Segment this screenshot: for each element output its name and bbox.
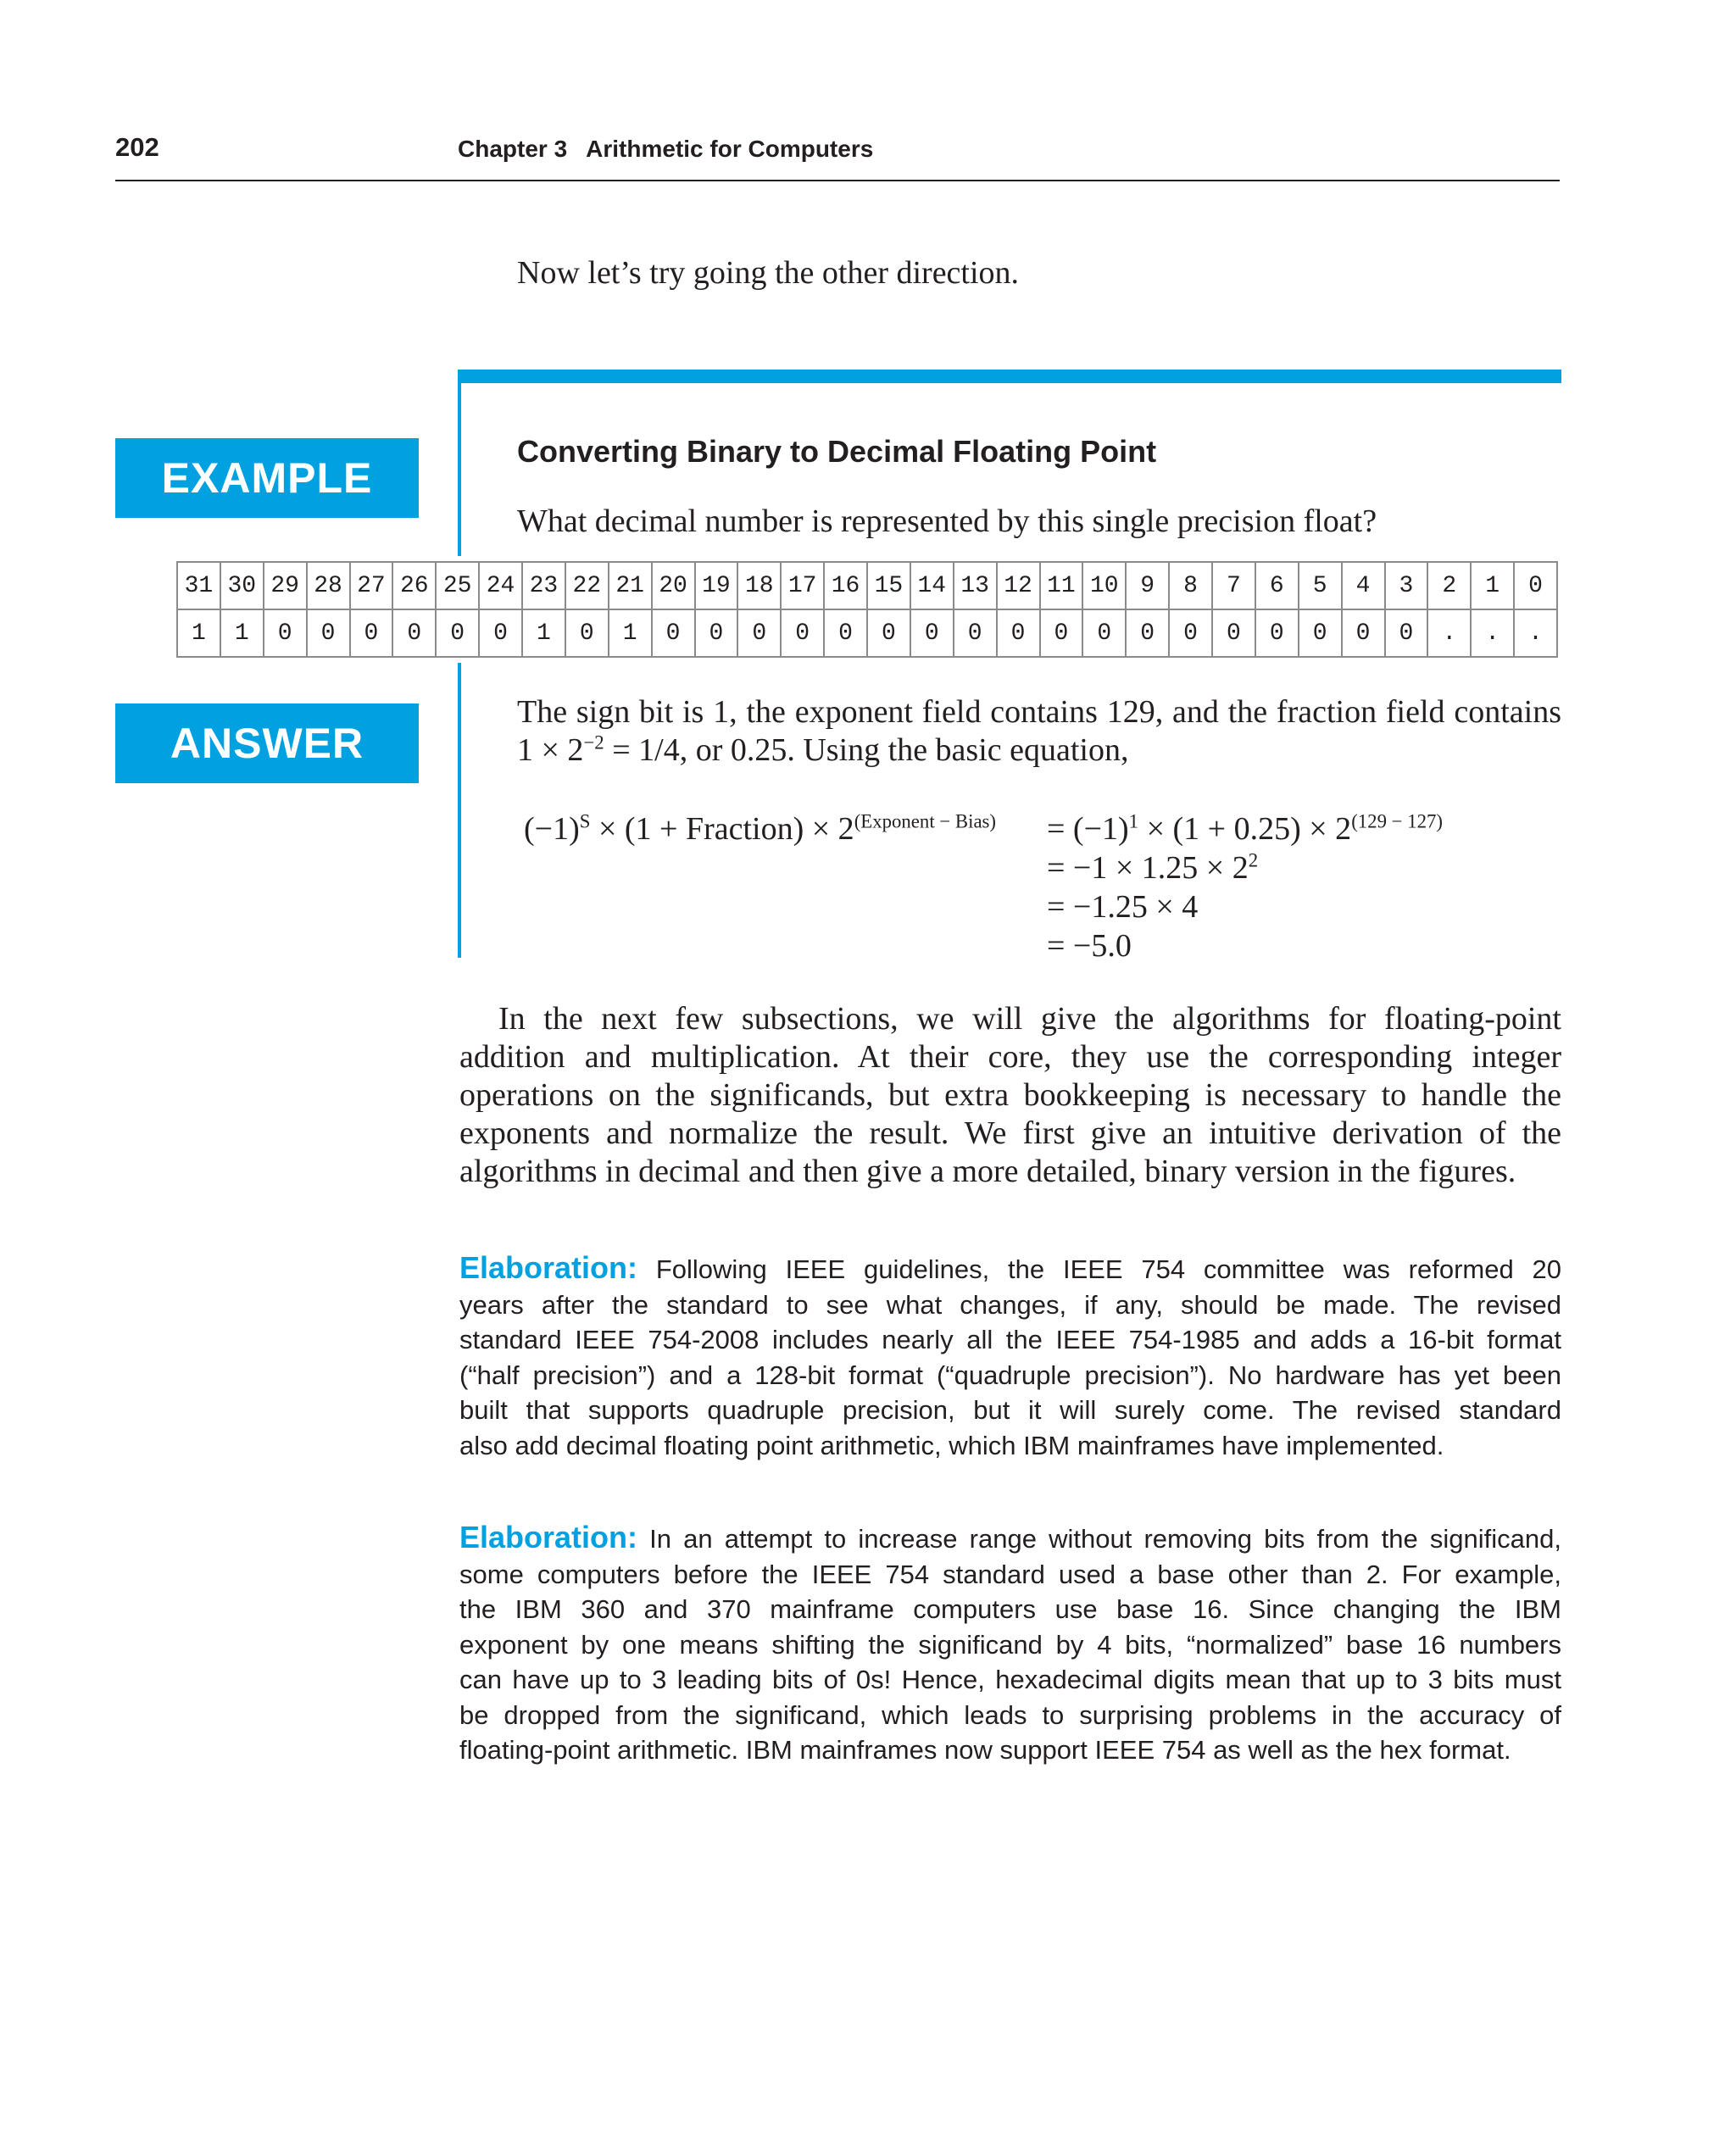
exponent: −2 xyxy=(583,731,604,754)
answer-tag: ANSWER xyxy=(115,703,419,783)
bit-position-cell: 16 xyxy=(824,562,867,609)
bit-value-cell: 0 xyxy=(867,609,910,657)
bit-value-cell: 0 xyxy=(436,609,479,657)
bit-value-cell: . xyxy=(1427,609,1471,657)
elaboration-title: Elaboration: xyxy=(459,1250,638,1285)
example-heading: Converting Binary to Decimal Floating Point xyxy=(517,434,1157,469)
bit-value-cell: 0 xyxy=(350,609,393,657)
bit-position-cell: 5 xyxy=(1299,562,1342,609)
answer-line: The sign bit is 1, the exponent field contains 129, and the fraction field contains xyxy=(517,694,1561,730)
elaboration-line: (“half precision”) and a 128-bit format (“quadruple precision”). No hardware has yet been xyxy=(459,1360,1561,1390)
bit-value-cell: 0 xyxy=(954,609,997,657)
exponent: (129 − 127) xyxy=(1351,810,1444,832)
bit-value-cell: 1 xyxy=(177,609,220,657)
bit-value-cell: 0 xyxy=(1299,609,1342,657)
bit-value-cell: 0 xyxy=(1082,609,1126,657)
elaboration-line: standard IEEE 754-2008 includes nearly all the IEEE 754-1985 and adds a 16-bit format xyxy=(459,1325,1561,1354)
equation-text: × (1 + Fraction) × 2 xyxy=(590,811,854,847)
bit-position-cell: 30 xyxy=(220,562,264,609)
header-rule xyxy=(115,180,1560,181)
example-top-rule xyxy=(459,370,1561,383)
bit-position-cell: 17 xyxy=(781,562,824,609)
bit-value-cell: 0 xyxy=(781,609,824,657)
elaboration-text: Following IEEE guidelines, the IEEE 754 committee was reformed 20 xyxy=(655,1254,1561,1284)
intro-sentence: Now let’s try going the other direction. xyxy=(517,255,1020,291)
bit-position-cell: 28 xyxy=(307,562,350,609)
elaboration-line: also add decimal floating point arithmetic, which IBM mainframes have implemented. xyxy=(459,1430,1444,1460)
equation-step xyxy=(1047,848,1258,887)
example-tag: EXAMPLE xyxy=(115,438,419,518)
bit-position-cell: 8 xyxy=(1169,562,1212,609)
bit-value-cell: . xyxy=(1514,609,1557,657)
bit-value-cell: 0 xyxy=(565,609,609,657)
bit-position-cell: 23 xyxy=(522,562,565,609)
bit-position-cell: 14 xyxy=(910,562,954,609)
equation-step xyxy=(1047,809,1443,848)
example-side-rule xyxy=(458,370,461,556)
bit-position-cell: 13 xyxy=(954,562,997,609)
bit-position-cell: 20 xyxy=(652,562,695,609)
body-line: addition and multiplication. At their core, they use the corresponding integer xyxy=(459,1039,1561,1075)
chapter-label: Chapter 3 xyxy=(458,136,568,162)
bit-value-cell: 0 xyxy=(307,609,350,657)
bit-position-cell: 0 xyxy=(1514,562,1557,609)
bit-value-cell: 1 xyxy=(220,609,264,657)
bit-position-cell: 6 xyxy=(1255,562,1299,609)
bit-position-cell: 27 xyxy=(350,562,393,609)
exponent: (Exponent − Bias) xyxy=(854,810,997,832)
bit-value-cell: 0 xyxy=(479,609,522,657)
bit-value-cell: 0 xyxy=(1342,609,1385,657)
elaboration-line: the IBM 360 and 370 mainframe computers use base 16. Since changing the IBM xyxy=(459,1594,1561,1624)
equation-text: = (−1) xyxy=(1047,811,1129,847)
bit-position-cell: 11 xyxy=(1040,562,1083,609)
exponent: S xyxy=(579,810,591,832)
bit-position-cell: 15 xyxy=(867,562,910,609)
bit-position-cell: 29 xyxy=(264,562,307,609)
elaboration-line xyxy=(459,1520,1561,1557)
answer-line xyxy=(517,731,1561,770)
equation-text: (−1) xyxy=(524,811,580,847)
bit-position-cell: 31 xyxy=(177,562,220,609)
bit-position-cell: 3 xyxy=(1385,562,1428,609)
bit-position-cell: 12 xyxy=(997,562,1040,609)
bit-field-table xyxy=(176,561,1558,658)
answer-text: 1 × 2 xyxy=(517,732,584,768)
elaboration-line: be dropped from the significand, which leads to surprising problems in the accuracy of xyxy=(459,1699,1561,1730)
bit-position-cell: 7 xyxy=(1212,562,1255,609)
bit-position-cell: 4 xyxy=(1342,562,1385,609)
bit-position-cell: 21 xyxy=(609,562,652,609)
elaboration-line: exponent by one means shifting the significand by 4 bits, “normalized” base 16 numbers xyxy=(459,1629,1561,1660)
elaboration-text: In an attempt to increase range without removing bits from the significand, xyxy=(649,1524,1561,1554)
bit-value-cell: 0 xyxy=(392,609,436,657)
elaboration-2 xyxy=(459,1520,1561,1768)
bit-value-cell: 0 xyxy=(997,609,1040,657)
bit-value-cell: 0 xyxy=(1212,609,1255,657)
body-line: operations on the significands, but extra bookkeeping is necessary to handle the xyxy=(459,1077,1561,1113)
body-paragraph xyxy=(459,1000,1561,1191)
elaboration-line: can have up to 3 leading bits of 0s! Hence, hexadecimal digits mean that up to 3 bits must xyxy=(459,1665,1561,1694)
exponent: 2 xyxy=(1248,849,1259,871)
bit-position-cell: 25 xyxy=(436,562,479,609)
equation-step: = −1.25 × 4 xyxy=(1047,889,1199,925)
page-number: 202 xyxy=(115,132,159,162)
equation-text: × (1 + 0.25) × 2 xyxy=(1138,811,1352,847)
bit-value-cell: 0 xyxy=(264,609,307,657)
bit-position-cell: 1 xyxy=(1471,562,1514,609)
answer-side-rule xyxy=(458,663,461,958)
bit-value-cell: 0 xyxy=(1255,609,1299,657)
answer-paragraph xyxy=(517,693,1561,770)
running-head xyxy=(458,136,873,163)
equation-left xyxy=(524,809,996,848)
elaboration-1 xyxy=(459,1250,1561,1463)
elaboration-title: Elaboration: xyxy=(459,1520,638,1554)
body-line: algorithms in decimal and then give a more detailed, binary version in the figures. xyxy=(459,1154,1516,1189)
bit-value-cell: 0 xyxy=(737,609,781,657)
answer-text: = 1/4, or 0.25. Using the basic equation, xyxy=(604,732,1129,768)
elaboration-line: years after the standard to see what changes, if any, should be made. The revised xyxy=(459,1289,1561,1320)
bit-value-cell: 1 xyxy=(522,609,565,657)
bit-position-cell: 19 xyxy=(695,562,738,609)
bit-value-cell: 0 xyxy=(652,609,695,657)
chapter-title: Arithmetic for Computers xyxy=(586,136,874,162)
bit-value-row xyxy=(177,609,1557,657)
bit-value-cell: 0 xyxy=(1126,609,1169,657)
bit-value-cell: 0 xyxy=(824,609,867,657)
bit-value-cell: . xyxy=(1471,609,1514,657)
bit-value-cell: 1 xyxy=(609,609,652,657)
elaboration-line: some computers before the IEEE 754 standard used a base other than 2. For example, xyxy=(459,1559,1561,1589)
body-line: In the next few subsections, we will give the algorithms for floating-point xyxy=(498,1001,1561,1037)
equation-text: = −1 × 1.25 × 2 xyxy=(1047,850,1249,886)
elaboration-line: floating-point arithmetic. IBM mainframes now support IEEE 754 as well as the hex format. xyxy=(459,1735,1511,1765)
body-line: exponents and normalize the result. We first give an intuitive derivation of the xyxy=(459,1115,1561,1151)
bit-position-cell: 24 xyxy=(479,562,522,609)
bit-position-cell: 18 xyxy=(737,562,781,609)
bit-value-cell: 0 xyxy=(1169,609,1212,657)
bit-value-cell: 0 xyxy=(910,609,954,657)
bit-position-cell: 10 xyxy=(1082,562,1126,609)
bit-value-cell: 0 xyxy=(1385,609,1428,657)
bit-position-row xyxy=(177,562,1557,609)
elaboration-line: built that supports quadruple precision, but it will surely come. The revised standard xyxy=(459,1395,1561,1425)
bit-position-cell: 26 xyxy=(392,562,436,609)
bit-position-cell: 2 xyxy=(1427,562,1471,609)
example-question: What decimal number is represented by this single precision float? xyxy=(517,503,1377,539)
equation-result: = −5.0 xyxy=(1047,928,1132,964)
bit-position-cell: 22 xyxy=(565,562,609,609)
bit-value-cell: 0 xyxy=(1040,609,1083,657)
bit-position-cell: 9 xyxy=(1126,562,1169,609)
elaboration-line xyxy=(459,1250,1561,1287)
exponent: 1 xyxy=(1128,810,1139,832)
bit-value-cell: 0 xyxy=(695,609,738,657)
